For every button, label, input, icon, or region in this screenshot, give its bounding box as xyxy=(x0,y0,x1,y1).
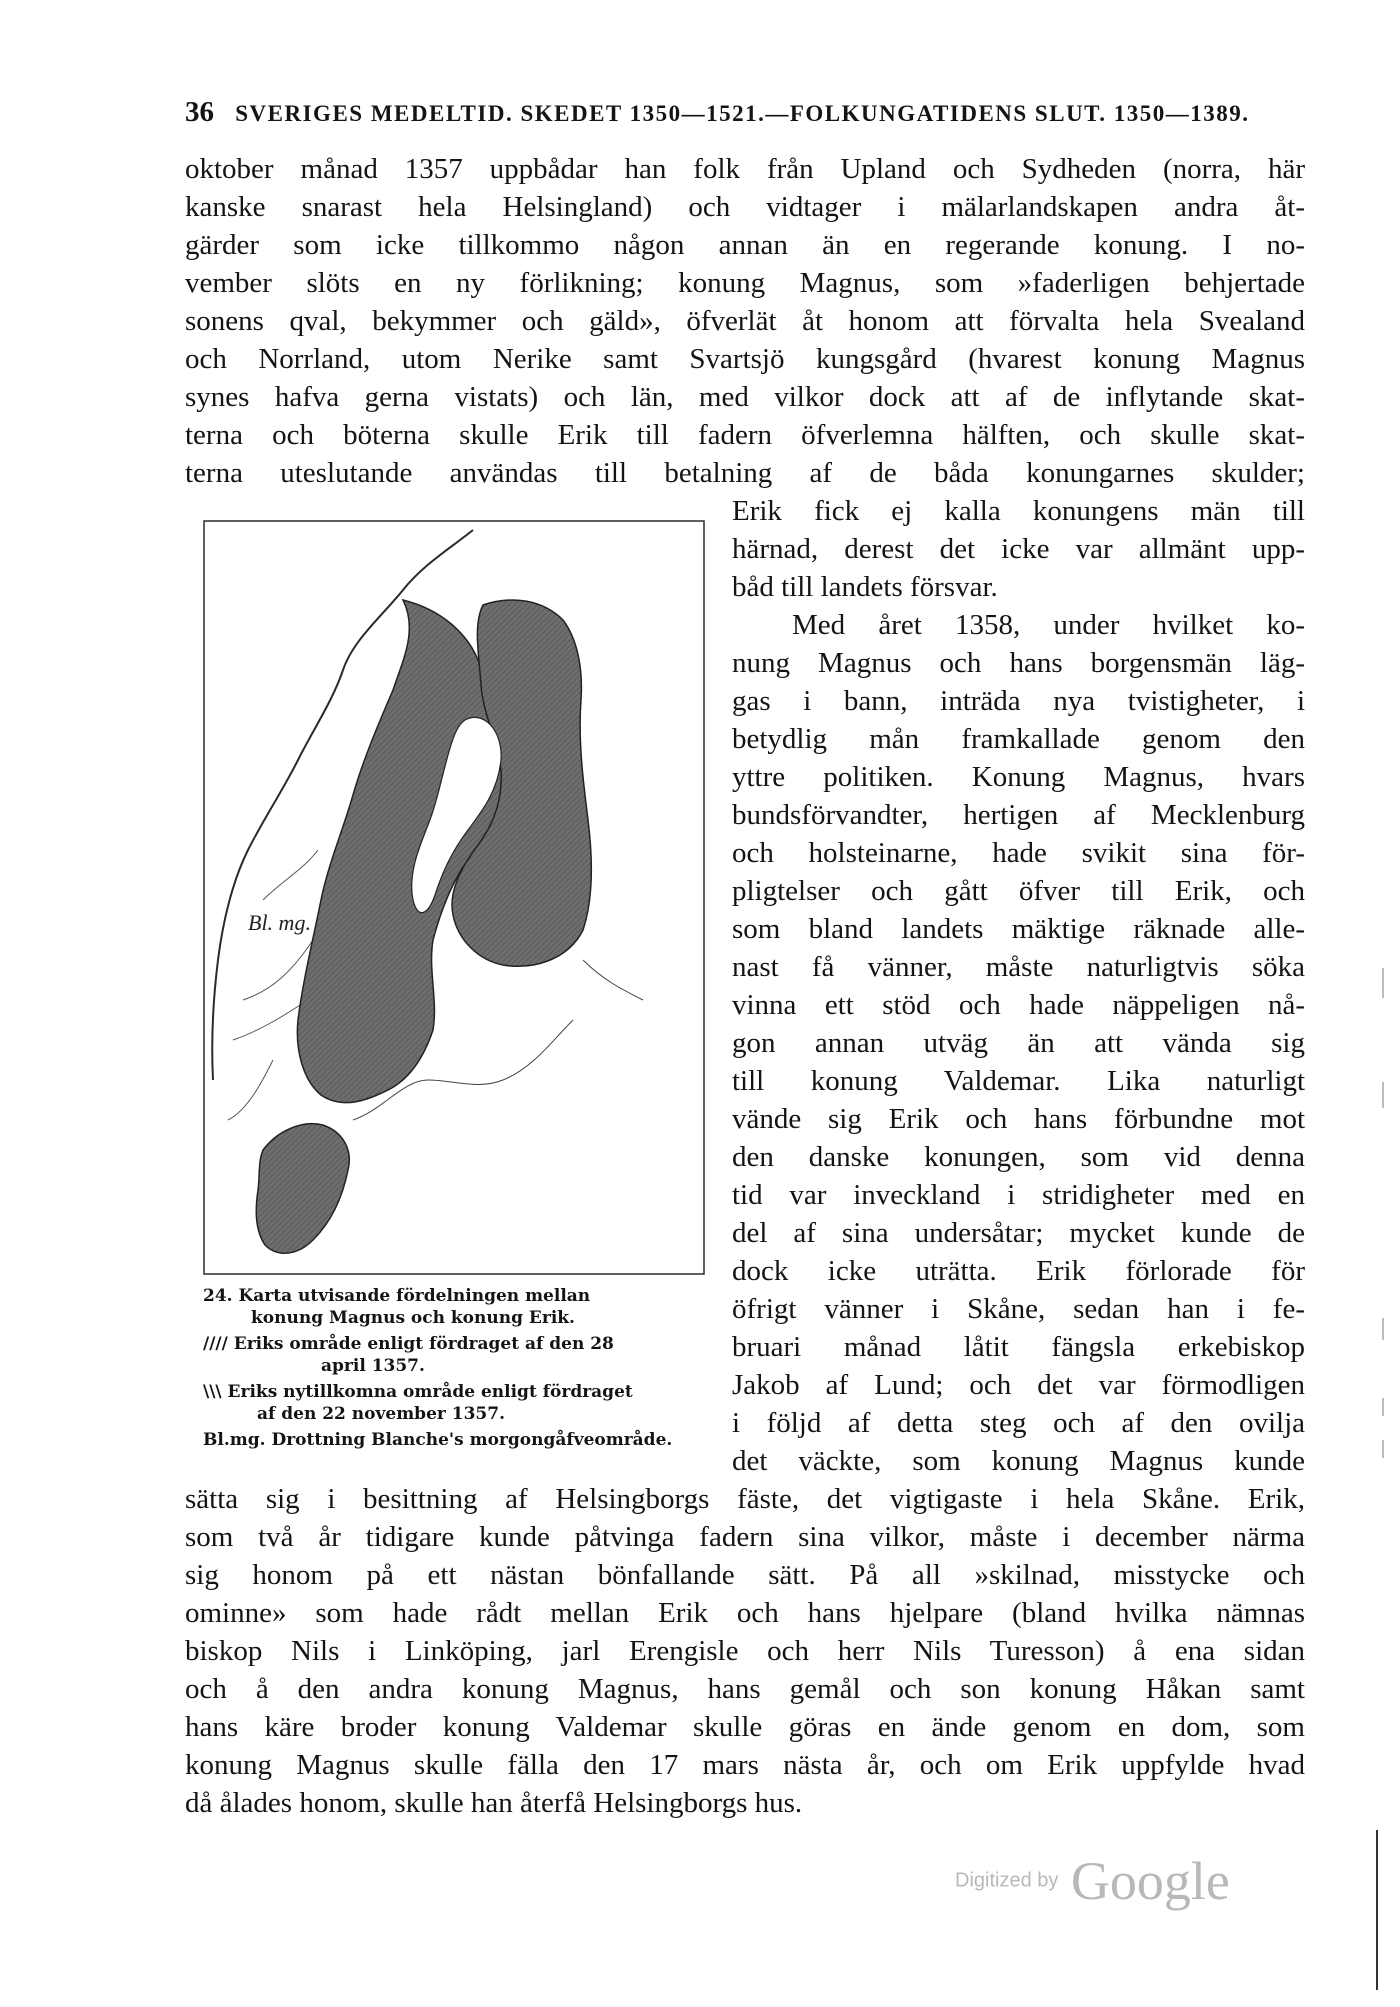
page-edge-line xyxy=(1376,1830,1378,1990)
page-number: 36 xyxy=(185,96,214,128)
scan-mark xyxy=(1382,1398,1384,1416)
text-line: gärder som icke tillkommo någon annan än en regerande konung. I no- xyxy=(185,229,1305,261)
text-line: gas i bann, inträda nya tvistigheter, i xyxy=(732,685,1305,717)
text-line: Erik fick ej kalla konungens män till xyxy=(732,495,1305,527)
caption-line: konung Magnus och konung Erik. xyxy=(251,1308,575,1328)
scan-mark xyxy=(1382,968,1384,998)
text-line: och å den andra konung Magnus, hans gemål och son konung Håkan samt xyxy=(185,1673,1305,1705)
scan-mark xyxy=(1382,1440,1384,1458)
caption-line: 24. Karta utvisande fördelningen mellan xyxy=(203,1286,591,1306)
text-line: del af sina undersåtar; mycket kunde de xyxy=(732,1217,1305,1249)
text-line: nast få vänner, måste naturligtvis söka xyxy=(732,951,1305,983)
text-line: hans käre broder konung Valdemar skulle göras en ände genom en dom, som xyxy=(185,1711,1305,1743)
text-line: den danske konungen, som vid denna xyxy=(732,1141,1305,1173)
text-line: biskop Nils i Linköping, jarl Erengisle och herr Nils Turesson) å ena sidan xyxy=(185,1635,1305,1667)
text-line: konung Magnus skulle fälla den 17 mars nästa år, och om Erik uppfylde hvad xyxy=(185,1749,1305,1781)
text-line: dock icke uträtta. Erik förlorade för xyxy=(732,1255,1305,1287)
text-line: terna och böterna skulle Erik till fadern öfverlemna hälften, och skulle skat- xyxy=(185,419,1305,451)
text-line: Jakob af Lund; och det var förmodligen xyxy=(732,1369,1305,1401)
text-line: vinna ett stöd och hade näppeligen nå- xyxy=(732,989,1305,1021)
text-line: öfrigt vänner i Skåne, sedan han i fe- xyxy=(732,1293,1305,1325)
text-line: yttre politiken. Konung Magnus, hvars xyxy=(732,761,1305,793)
text-line: synes hafva gerna vistats) och län, med vilkor dock att af de inflytande skat- xyxy=(185,381,1305,413)
map-figure xyxy=(203,520,705,1275)
text-line: vände sig Erik och hans förbundne mot xyxy=(732,1103,1305,1135)
text-line: bruari månad låtit fängsla erkebiskop xyxy=(732,1331,1305,1363)
text-line: sonens qval, bekymmer och gäld», öfverlät åt honom att förvalta hela Svealand xyxy=(185,305,1305,337)
running-title: SVERIGES MEDELTID. SKEDET 1350—1521.—FOLKUNGATIDENS SLUT. 1350—1389. xyxy=(235,101,1250,126)
text-line: sig honom på ett nästan bönfallande sätt. På all »skilnad, misstycke och xyxy=(185,1559,1305,1591)
text-line: som bland landets mäktige räknade alle- xyxy=(732,913,1305,945)
text-line: pligtelser och gått öfver till Erik, och xyxy=(732,875,1305,907)
text-line: oktober månad 1357 uppbådar han folk från Upland och Sydheden (norra, här xyxy=(185,153,1305,185)
caption-line: \\\ Eriks nytillkomna område enligt fördraget xyxy=(203,1382,633,1402)
text-line: vember slöts en ny förlikning; konung Magnus, som »faderligen behjertade xyxy=(185,267,1305,299)
text-line: härnad, derest det icke var allmänt upp- xyxy=(732,533,1305,565)
text-line: sätta sig i besittning af Helsingborgs fäste, det vigtigaste i hela Skåne. Erik, xyxy=(185,1483,1305,1515)
text-line: och Norrland, utom Nerike samt Svartsjö kungsgård (hvarest konung Magnus xyxy=(185,343,1305,375)
text-line: båd till landets försvar. xyxy=(732,571,998,603)
watermark-small-text: Digitized by xyxy=(955,1869,1059,1892)
text-line: till konung Valdemar. Lika naturligt xyxy=(732,1065,1305,1097)
digitized-watermark xyxy=(955,1850,1230,1912)
text-line: Med året 1358, under hvilket ko- xyxy=(792,609,1305,641)
text-line: bundsförvandter, hertigen af Mecklenburg xyxy=(732,799,1305,831)
text-line: det väckte, som konung Magnus kunde xyxy=(732,1445,1305,1477)
text-line: tid var inveckland i stridigheter med en xyxy=(732,1179,1305,1211)
text-line: nung Magnus och hans borgensmän läg- xyxy=(732,647,1305,679)
scan-mark xyxy=(1382,1082,1384,1108)
text-line: kanske snarast hela Helsingland) och vidtager i mälarlandskapen andra åt- xyxy=(185,191,1305,223)
text-line: som två år tidigare kunde påtvinga fadern sina vilkor, måste i december närma xyxy=(185,1521,1305,1553)
caption-line: Bl.mg. Drottning Blanche's morgongåfveområde. xyxy=(203,1430,673,1450)
text-line: terna uteslutande användas till betalning af de båda konungarnes skulder; xyxy=(185,457,1305,489)
running-header xyxy=(185,96,1305,136)
text-line: i följd af detta steg och af den ovilja xyxy=(732,1407,1305,1439)
text-line: gon annan utväg än att vända sig xyxy=(732,1027,1305,1059)
text-line: då ålades honom, skulle han återfå Helsingborgs hus. xyxy=(185,1787,803,1819)
scan-mark xyxy=(1382,1318,1384,1340)
map-label-blanche: Bl. mg. xyxy=(248,910,311,935)
caption-line: //// Eriks område enligt fördraget af den 28 xyxy=(203,1334,614,1354)
google-logo: Google xyxy=(1070,1851,1230,1911)
text-line: och holsteinarne, hade svikit sina för- xyxy=(732,837,1305,869)
text-line: ominne» som hade rådt mellan Erik och hans hjelpare (bland hvilka nämnas xyxy=(185,1597,1305,1629)
caption-line: april 1357. xyxy=(321,1356,425,1376)
text-line: betydlig mån framkallade genom den xyxy=(732,723,1305,755)
caption-line: af den 22 november 1357. xyxy=(257,1404,505,1424)
